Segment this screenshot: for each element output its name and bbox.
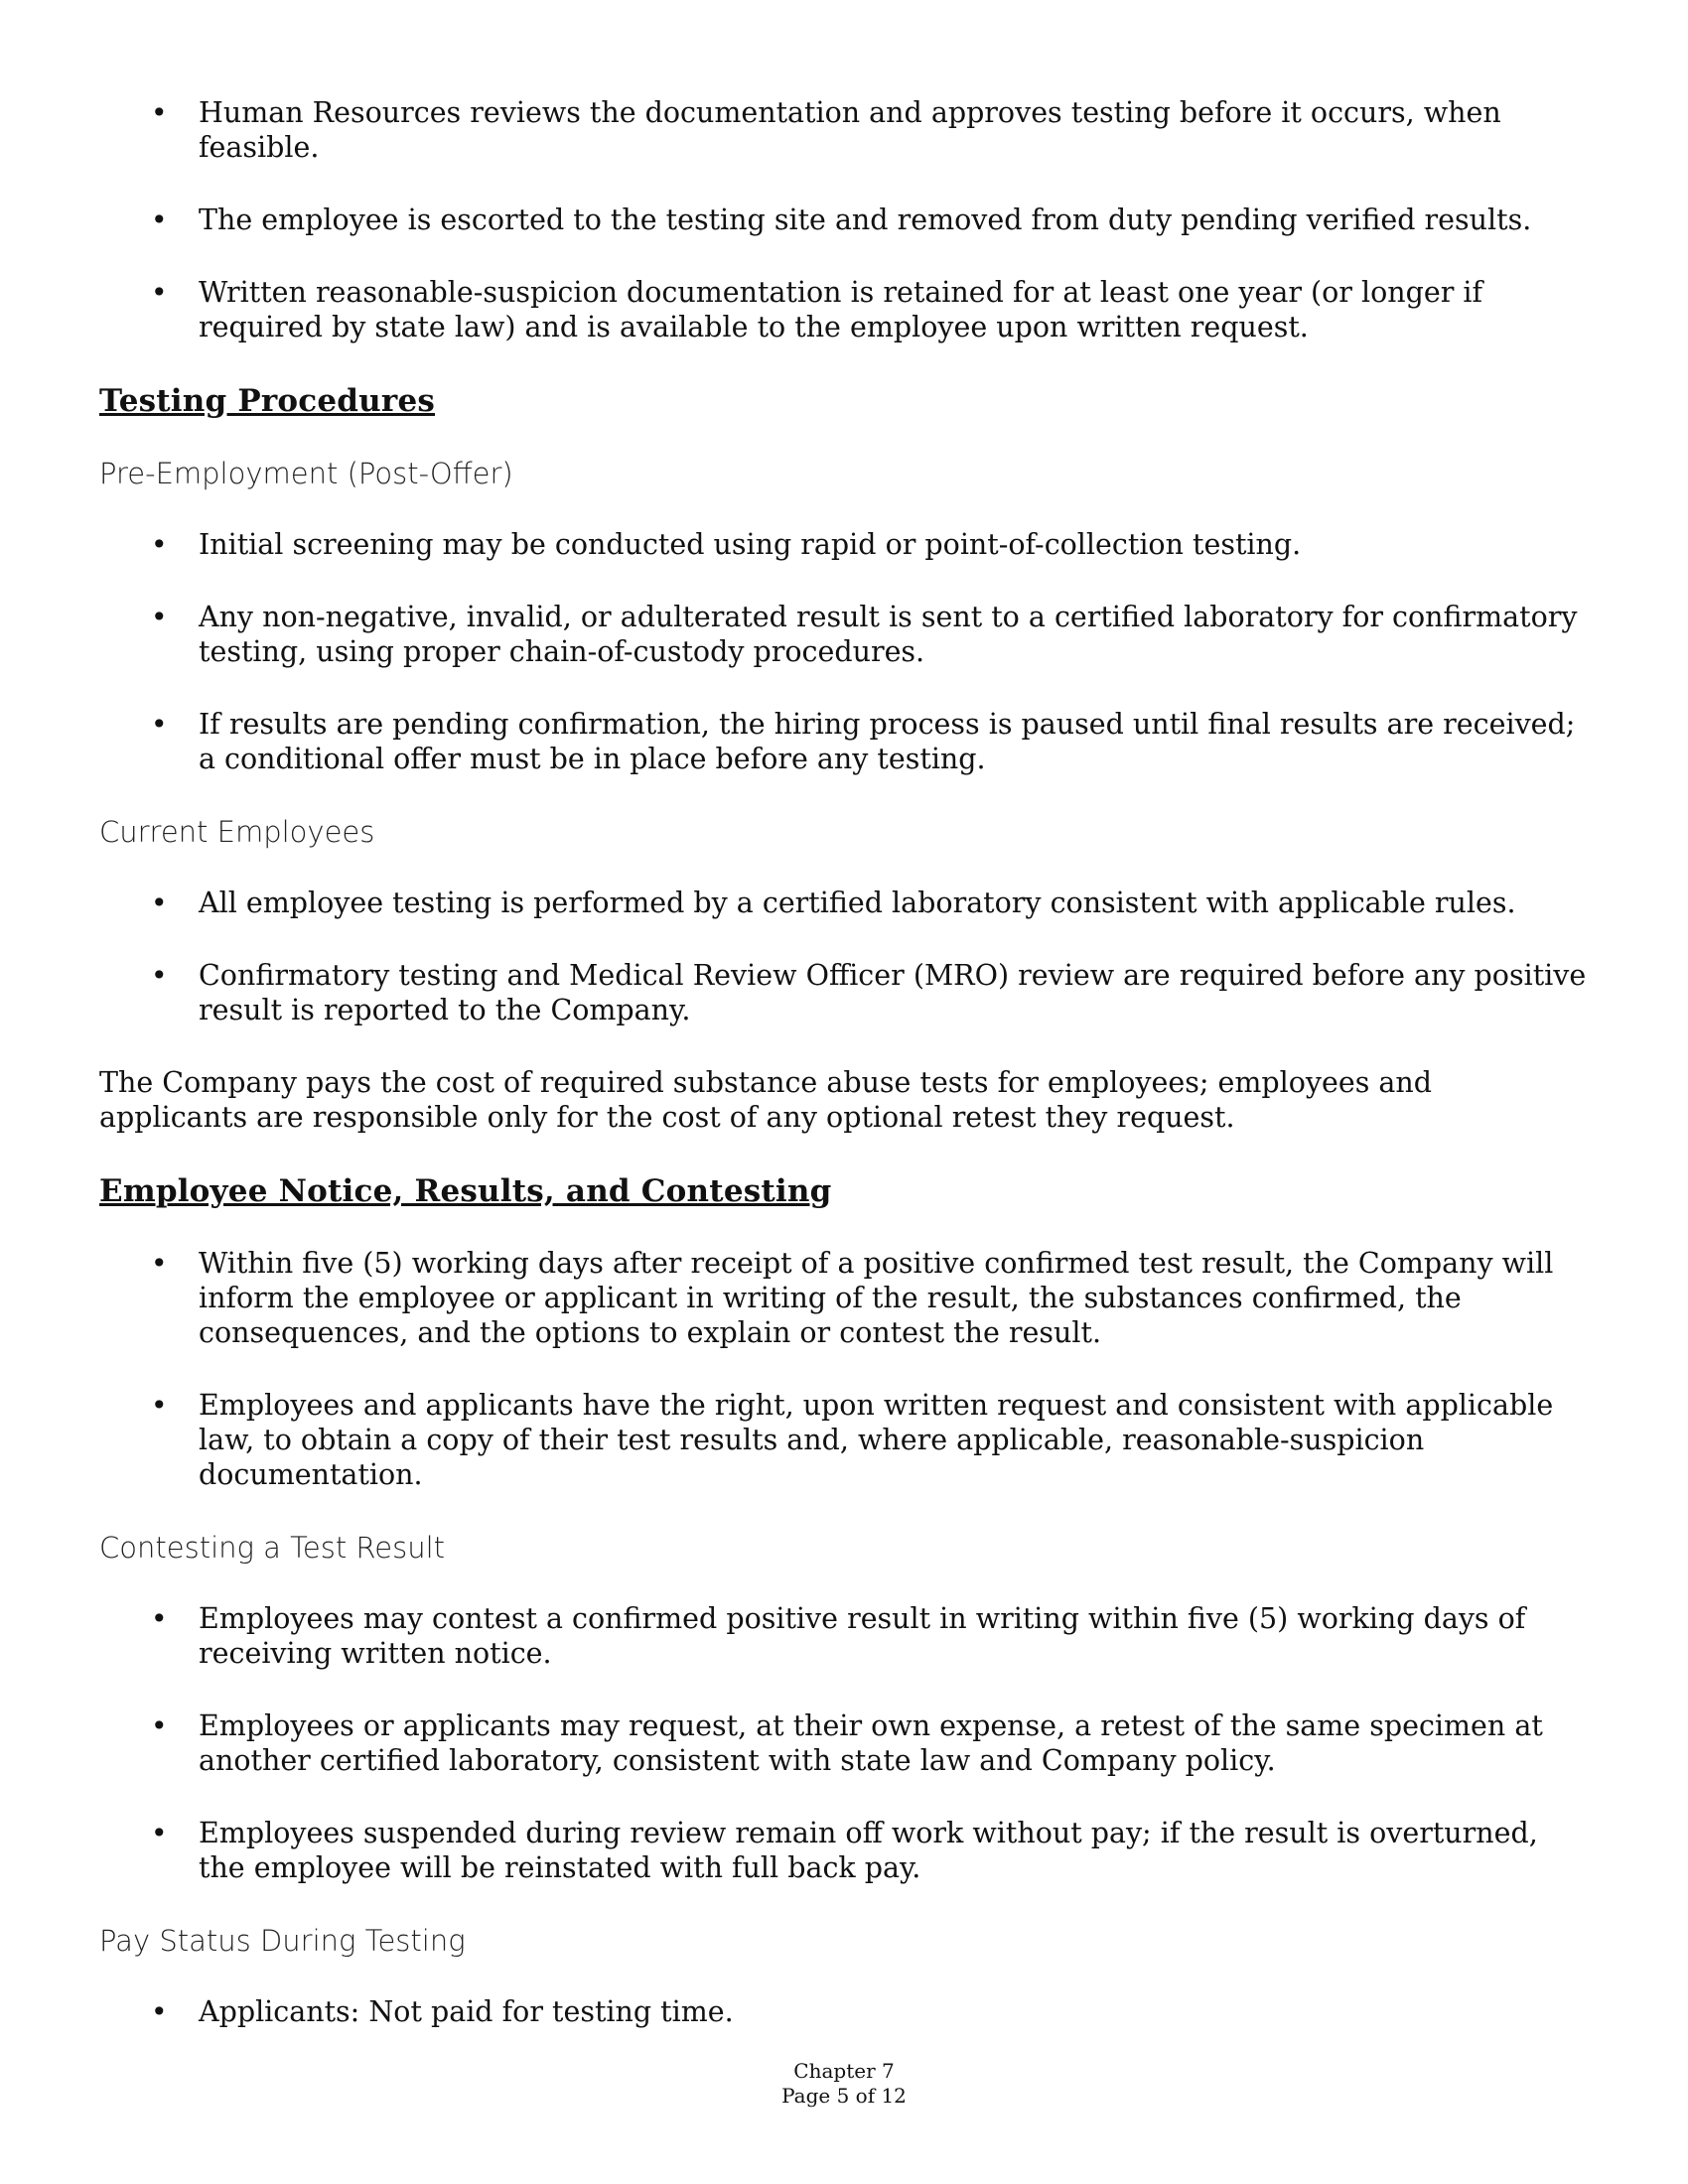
list-item-text: If results are pending confirmation, the hiring process is paused until final results are received; a conditional offer must be in place before any testing. — [199, 708, 1576, 775]
section-heading-employee-notice: Employee Notice, Results, and Contesting — [99, 1173, 832, 1209]
cost-paragraph: The Company pays the cost of required substance abuse tests for employees; employees and applicants are responsible only for the cost of any optional retest they request. — [99, 1066, 1433, 1134]
page-footer — [0, 2059, 1688, 2109]
bullet-icon: • — [151, 96, 168, 129]
notice-bullet-list — [99, 1246, 1589, 1492]
list-item — [99, 707, 1589, 776]
list-item — [99, 1994, 1589, 2029]
list-item-text: Human Resources reviews the documentation and approves testing before it occurs, when feasible. — [199, 96, 1501, 164]
list-item — [99, 600, 1589, 669]
bullet-icon: • — [151, 528, 168, 561]
footer-chapter: Chapter 7 — [793, 2059, 895, 2083]
list-item-text: Employees may contest a confirmed positive result in writing within five (5) working days of receiving written notice. — [199, 1602, 1526, 1670]
subheading-contesting: Contesting a Test Result — [99, 1531, 446, 1565]
bullet-icon: • — [151, 887, 168, 919]
pre-employment-bullet-list — [99, 527, 1589, 776]
list-item — [99, 275, 1589, 344]
bullet-icon: • — [151, 959, 168, 992]
bullet-icon: • — [151, 276, 168, 309]
list-item-text: Confirmatory testing and Medical Review Officer (MRO) review are required before any positive result is reported to the Company. — [199, 959, 1587, 1026]
list-item — [99, 958, 1589, 1027]
list-item-text: Written reasonable-suspicion documentation is retained for at least one year (or longer if required by state law) and is available to the employee upon written request. — [199, 276, 1483, 343]
list-item — [99, 203, 1589, 237]
footer-page-number: Page 5 of 12 — [781, 2084, 907, 2108]
list-item — [99, 886, 1589, 920]
bullet-icon: • — [151, 1995, 168, 2028]
bullet-icon: • — [151, 1247, 168, 1280]
document-page — [99, 95, 1589, 2067]
list-item-text: Employees suspended during review remain off work without pay; if the result is overturned, the employee will be reinstated with full back pay. — [199, 1817, 1538, 1884]
list-item — [99, 1388, 1589, 1492]
subheading-pay-status: Pay Status During Testing — [99, 1924, 466, 1958]
bullet-icon: • — [151, 601, 168, 633]
list-item-text: The employee is escorted to the testing site and removed from duty pending verified results. — [199, 204, 1532, 236]
list-item-text: All employee testing is performed by a certified laboratory consistent with applicable rules. — [199, 887, 1516, 919]
list-item — [99, 95, 1589, 165]
bullet-icon: • — [151, 1817, 168, 1849]
bullet-icon: • — [151, 1602, 168, 1635]
pay-status-bullet-list — [99, 1994, 1589, 2029]
list-item-text: Employees or applicants may request, at their own expense, a retest of the same specimen at another certified laboratory, consistent with state law and Company policy. — [199, 1709, 1543, 1777]
intro-bullet-list — [99, 95, 1589, 344]
list-item — [99, 1816, 1589, 1885]
list-item — [99, 1708, 1589, 1778]
subheading-pre-employment: Pre-Employment (Post-Offer) — [99, 457, 513, 490]
list-item — [99, 1246, 1589, 1350]
list-item-text: Applicants: Not paid for testing time. — [199, 1995, 734, 2028]
list-item-text: Initial screening may be conducted using rapid or point-of-collection testing. — [199, 528, 1302, 561]
bullet-icon: • — [151, 708, 168, 741]
subheading-current-employees: Current Employees — [99, 815, 375, 849]
bullet-icon: • — [151, 204, 168, 236]
bullet-icon: • — [151, 1389, 168, 1422]
contesting-bullet-list — [99, 1601, 1589, 1885]
bullet-icon: • — [151, 1709, 168, 1742]
current-employees-bullet-list — [99, 886, 1589, 1027]
list-item — [99, 1601, 1589, 1671]
list-item-text: Employees and applicants have the right, upon written request and consistent with applicable law, to obtain a copy of their test results and, where applicable, reasonable-suspicion documentation. — [199, 1389, 1554, 1491]
list-item-text: Within five (5) working days after receipt of a positive confirmed test result, the Company will inform the employee or applicant in writing of the result, the substances confirmed, the consequences, and the options to explain or contest the result. — [199, 1247, 1554, 1349]
section-heading-testing-procedures: Testing Procedures — [99, 383, 436, 419]
list-item — [99, 527, 1589, 562]
list-item-text: Any non-negative, invalid, or adulterated result is sent to a certified laboratory for confirmatory testing, using proper chain-of-custody procedures. — [199, 601, 1578, 668]
